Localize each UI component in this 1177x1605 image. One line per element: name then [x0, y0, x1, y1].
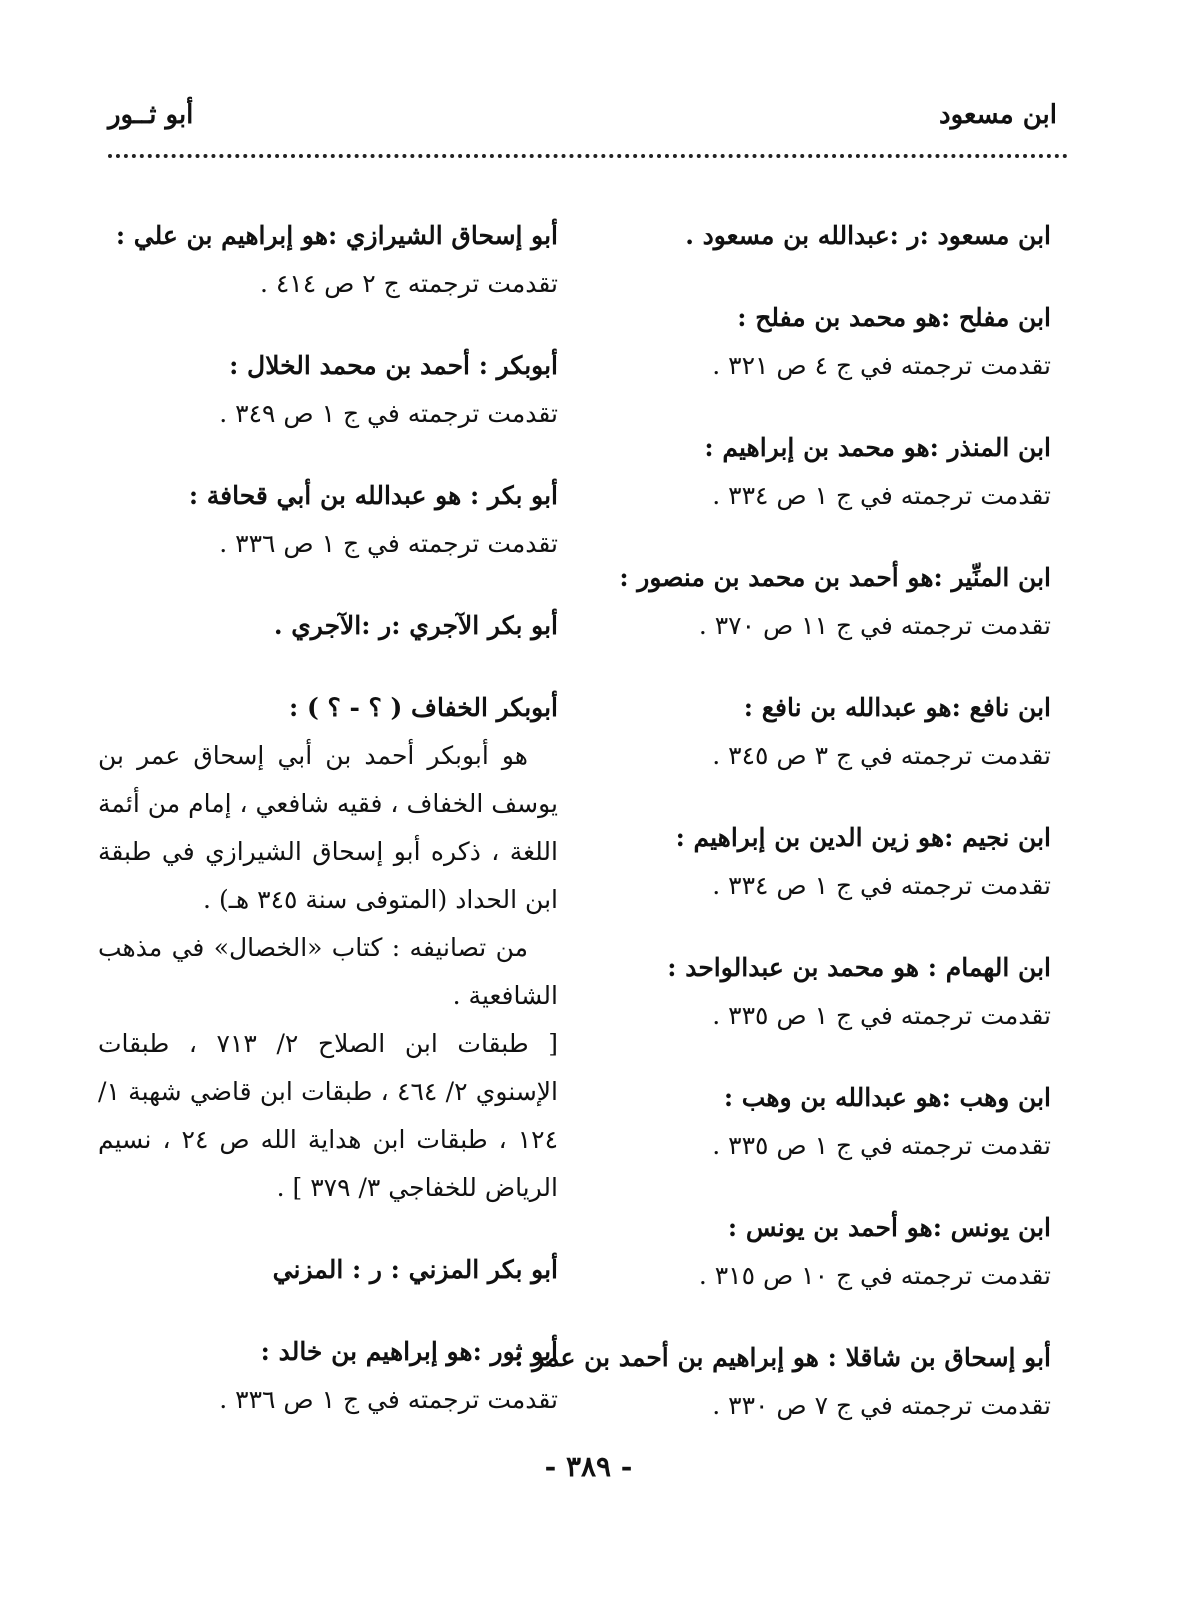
entry	[98, 472, 558, 568]
entry-reference: تقدمت ترجمته في ج ١ ص ٣٣٦ .	[219, 529, 558, 558]
page-number: - ٣٨٩ -	[544, 1450, 633, 1483]
entry-term: أبو بكر المزني : ر : المزني	[272, 1255, 558, 1284]
entry-term: أبوبكر الخفاف ( ؟ - ؟ ) :	[289, 693, 558, 722]
entry-reference: تقدمت ترجمته في ج ١١ ص ٣٧٠ .	[698, 611, 1051, 640]
entry	[611, 814, 1051, 910]
biography-text: هو أبوبكر أحمد بن أبي إسحاق عمر بن يوسف الخفاف ، فقيه شافعي ، إمام من أئمة اللغة ، ذكره أبو إسحاق الشيرازي في طبقة ابن الحداد (المتوفى سنة ٣٤٥ هـ) .	[98, 741, 558, 914]
dotted-divider	[108, 154, 1068, 158]
entry-reference: تقدمت ترجمته في ج ١ ص ٣٣٥ .	[712, 1001, 1051, 1030]
left-column	[98, 212, 558, 1458]
entry	[611, 212, 1051, 260]
entry-reference: تقدمت ترجمته في ج ١ ص ٣٣٦ .	[219, 1385, 558, 1414]
entry	[98, 602, 558, 650]
entry	[98, 212, 558, 308]
entry	[611, 424, 1051, 520]
entry	[611, 684, 1051, 780]
entry-reference: تقدمت ترجمته في ج ٣ ص ٣٤٥ .	[712, 741, 1051, 770]
works-text: من تصانيفه : كتاب «الخصال» في مذهب الشافعية .	[98, 933, 558, 1010]
entry-term: ابن مفلح :هو محمد بن مفلح :	[737, 303, 1051, 332]
entry	[611, 554, 1051, 650]
biography-entry	[98, 684, 558, 1212]
entry-reference: تقدمت ترجمته في ج ٧ ص ٣٣٠ .	[712, 1391, 1051, 1420]
entry-term: أبو بكر : هو عبدالله بن أبي قحافة :	[188, 481, 558, 510]
entry-term: ابن المنذر :هو محمد بن إبراهيم :	[704, 433, 1051, 462]
entry	[611, 1204, 1051, 1300]
entry	[514, 1334, 1051, 1430]
entry-reference: تقدمت ترجمته في ج ٤ ص ٣٢١ .	[712, 351, 1051, 380]
entry-term: ابن المنِّير :هو أحمد بن محمد بن منصور :	[619, 563, 1051, 592]
entry-term: ابن وهب :هو عبدالله بن وهب :	[723, 1083, 1051, 1112]
entry-reference: تقدمت ترجمته ج ٢ ص ٤١٤ .	[259, 269, 558, 298]
sources-text: [ طبقات ابن الصلاح ٢/ ٧١٣ ، طبقات الإسنوي ٢/ ٤٦٤ ، طبقات ابن قاضي شهبة ١/ ١٢٤ ، طبقات ابن هداية الله ص ٢٤ ، نسيم الرياض للخفاجي ٣/ ٣٧٩ ] .	[98, 1029, 559, 1202]
entry-term: أبو ثور :هو إبراهيم بن خالد :	[260, 1337, 558, 1366]
entry	[611, 294, 1051, 390]
entry	[611, 944, 1051, 1040]
entry-reference: تقدمت ترجمته في ج ١ ص ٣٣٤ .	[712, 481, 1051, 510]
entry	[98, 1246, 558, 1294]
entry-term: ابن مسعود :ر :عبدالله بن مسعود .	[685, 221, 1051, 250]
entry-reference: تقدمت ترجمته في ج ١ ص ٣٣٤ .	[712, 871, 1051, 900]
entry-term: ابن الهمام : هو محمد بن عبدالواحد :	[667, 953, 1051, 982]
entry-reference: تقدمت ترجمته في ج ١ ص ٣٣٥ .	[712, 1131, 1051, 1160]
entry-term: أبو إسحاق بن شاقلا : هو إبراهيم بن أحمد بن عمر :	[514, 1343, 1051, 1372]
running-header-left: أبو ثــور	[108, 100, 194, 130]
entry-term: ابن يونس :هو أحمد بن يونس :	[727, 1213, 1051, 1242]
entry-term: أبوبكر : أحمد بن محمد الخلال :	[229, 351, 558, 380]
entry-reference: تقدمت ترجمته في ج ١ ص ٣٤٩ .	[219, 399, 558, 428]
entry-term: أبو بكر الآجري :ر :الآجري .	[273, 611, 558, 640]
entry	[98, 1328, 558, 1424]
entry-term: ابن نافع :هو عبدالله بن نافع :	[743, 693, 1051, 722]
entry-term: ابن نجيم :هو زين الدين بن إبراهيم :	[675, 823, 1051, 852]
running-header-right: ابن مسعود	[939, 100, 1057, 130]
entry-reference: تقدمت ترجمته في ج ١٠ ص ٣١٥ .	[698, 1261, 1051, 1290]
entry	[98, 342, 558, 438]
entry-term: أبو إسحاق الشيرازي :هو إبراهيم بن علي :	[115, 221, 558, 250]
entry	[611, 1074, 1051, 1170]
right-column	[514, 212, 1051, 1464]
